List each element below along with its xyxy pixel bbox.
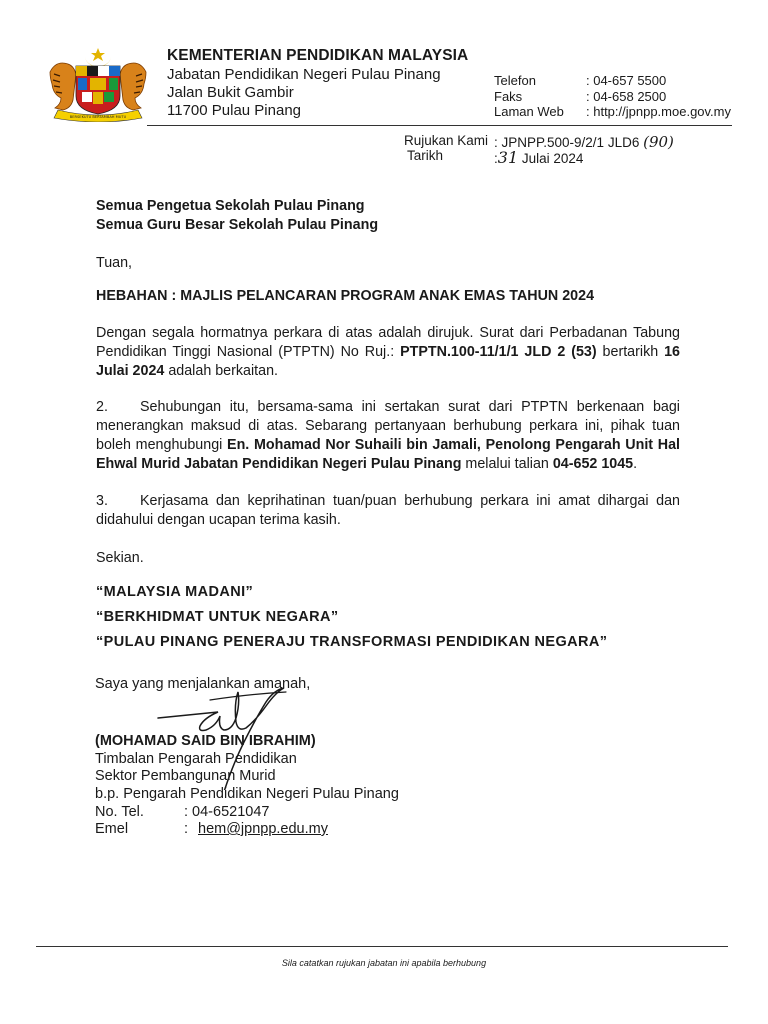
- website-link[interactable]: : http://jpnpp.moe.gov.my: [586, 104, 731, 119]
- motto-line: “BERKHIDMAT UNTUK NEGARA”: [96, 609, 339, 625]
- footer-divider: [36, 946, 728, 947]
- reference-label: Rujukan Kami: [404, 133, 489, 148]
- date-colon: :: [494, 151, 498, 166]
- date-label: Tarikh: [407, 148, 444, 163]
- ptptn-letter-date: 16 Julai 2024: [96, 344, 680, 379]
- closing: Sekian.: [96, 550, 144, 566]
- contact-phone: 04-652 1045: [552, 456, 634, 472]
- signatory-tel-label: No. Tel.: [95, 804, 144, 820]
- signatory-email-link[interactable]: hem@jpnpp.edu.my: [198, 821, 328, 837]
- paragraph-text: adalah berkaitan.: [164, 363, 279, 379]
- ptptn-reference: PTPTN.100-11/1/1 JLD 2 (53): [400, 344, 597, 360]
- header-divider: [147, 125, 732, 126]
- paragraph-number: 3.: [96, 493, 108, 509]
- paragraph-number: 2.: [96, 399, 108, 415]
- paragraph-1: [96, 324, 680, 381]
- letter-subject: HEBAHAN : MAJLIS PELANCARAN PROGRAM ANAK EMAS TAHUN 2024: [96, 288, 595, 304]
- signatory-email-label: Emel: [95, 821, 129, 837]
- signatory-tel-value: : 04-6521047: [184, 804, 270, 820]
- address-street: Jalan Bukit Gambir: [167, 84, 294, 101]
- phone-value: : 04-657 5500: [586, 73, 667, 88]
- date-value: [494, 148, 583, 167]
- malaysia-coat-of-arms-logo: [44, 44, 152, 122]
- signatory-title: Timbalan Pengarah Pendidikan: [95, 751, 297, 767]
- svg-text:BERSEKUTU BERTAMBAH MUTU: BERSEKUTU BERTAMBAH MUTU: [69, 115, 127, 119]
- signatory-email-colon: :: [184, 821, 189, 837]
- paragraph-text: bertarikh: [596, 344, 665, 360]
- motto-line: “PULAU PINANG PENERAJU TRANSFORMASI PENDIDIKAN NEGARA”: [96, 634, 608, 650]
- phone-label: Telefon: [494, 73, 536, 88]
- paragraph-text: .: [633, 456, 638, 472]
- reference-handwritten-number: (90): [643, 133, 674, 151]
- department-name: Jabatan Pendidikan Negeri Pulau Pinang: [167, 66, 441, 83]
- paragraph-3: [96, 492, 680, 530]
- address-city: 11700 Pulau Pinang: [167, 102, 302, 119]
- salutation: Tuan,: [96, 255, 133, 271]
- date-handwritten-day: 31: [497, 148, 519, 167]
- signatory-name: (MOHAMAD SAID BIN IBRAHIM): [95, 733, 316, 749]
- paragraph-2: [96, 398, 680, 474]
- signatory-on-behalf: b.p. Pengarah Pendidikan Negeri Pulau Pinang: [95, 786, 399, 802]
- website-label: Laman Web: [494, 104, 564, 119]
- date-month-year: Julai 2024: [521, 151, 584, 166]
- fax-label: Faks: [494, 89, 523, 104]
- signoff: Saya yang menjalankan amanah,: [95, 676, 311, 692]
- paragraph-text: Kerjasama dan keprihatinan tuan/puan berhubung perkara ini amat dihargai dan didahului dengan ucapan terima kasih.: [96, 493, 680, 528]
- reference-number: : JPNPP.500-9/2/1 JLD6: [494, 135, 640, 150]
- recipient-line: Semua Guru Besar Sekolah Pulau Pinang: [96, 217, 379, 233]
- paragraph-text: Sehubungan itu, bersama-sama ini sertakan surat dari PTPTN berkenaan bagi menerangkan maksud di atas. Sebarang pertanyaan berhubung perkara ini, pihak tuan boleh menghubungi: [96, 399, 680, 453]
- paragraph-text: Dengan segala hormatnya perkara di atas adalah dirujuk. Surat dari Perbadanan Tabung Pendidikan Tinggi Nasional (PTPTN) No Ruj.:: [96, 325, 680, 360]
- recipient-line: Semua Pengetua Sekolah Pulau Pinang: [96, 198, 365, 214]
- contact-person: En. Mohamad Nor Suhaili bin Jamali, Penolong Pengarah Unit Hal Ehwal Murid Jabatan Pendidikan Negeri Pulau Pinang: [96, 437, 680, 472]
- footer-note: Sila catatkan rujukan jabatan ini apabila berhubung: [281, 958, 487, 968]
- fax-value: : 04-658 2500: [586, 89, 667, 104]
- paragraph-text: melalui talian: [461, 456, 553, 472]
- motto-line: “MALAYSIA MADANI”: [96, 584, 254, 600]
- signatory-sector: Sektor Pembangunan Murid: [95, 768, 276, 784]
- ministry-name: KEMENTERIAN PENDIDIKAN MALAYSIA: [167, 47, 469, 64]
